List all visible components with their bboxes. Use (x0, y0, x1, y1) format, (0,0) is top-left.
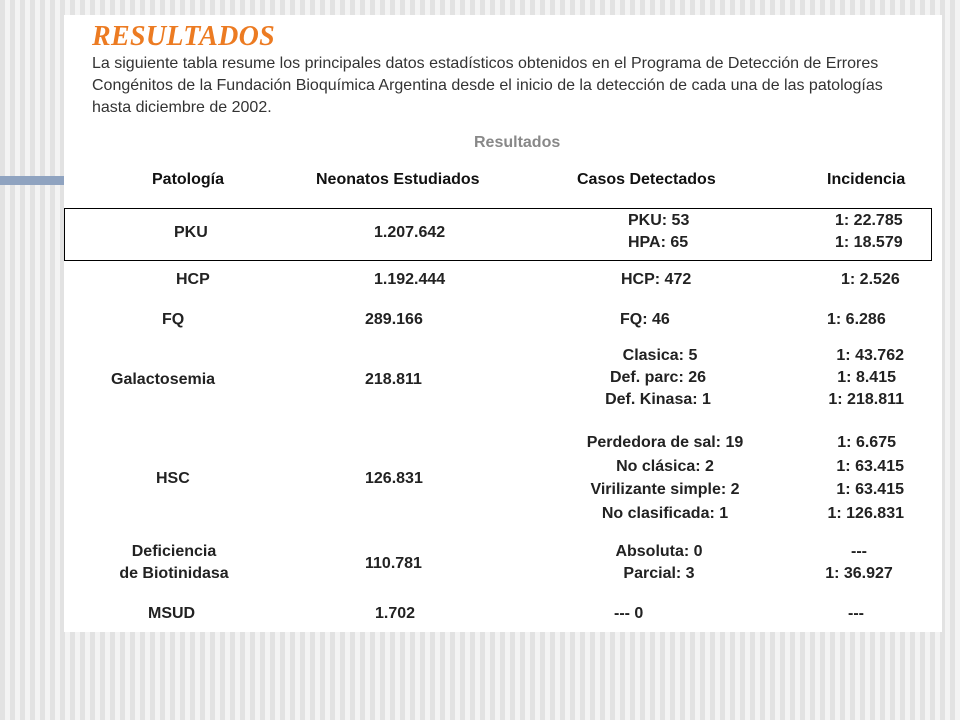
cell-incidencia: 1: 36.927 (825, 565, 893, 582)
cell-casos: Def. parc: 26 (609, 369, 707, 386)
cell-incidencia: 1: 63.415 (836, 457, 904, 475)
header-neonatos: Neonatos Estudiados (316, 171, 480, 188)
cell-incidencia-group (784, 345, 904, 411)
table-row-hsc (64, 431, 942, 525)
cell-patologia: de Biotinidasa (119, 565, 229, 582)
table-row-msud (64, 603, 942, 625)
table-row-hcp (64, 269, 942, 291)
table-row-biotinidasa (64, 541, 942, 587)
cell-incidencia: 1: 126.831 (827, 504, 904, 522)
table-row-pku (64, 208, 942, 261)
cell-patologia-group (94, 541, 254, 585)
cell-casos: HCP: 472 (621, 271, 692, 288)
content-panel (64, 15, 942, 632)
cell-neonatos: 1.192.444 (374, 271, 446, 288)
cell-incidencia: --- (851, 543, 867, 560)
cell-patologia: FQ (162, 311, 185, 328)
cell-neonatos: 1.702 (375, 605, 416, 622)
cell-casos: Perdedora de sal: 19 (586, 434, 744, 451)
cell-casos: No clásica: 2 (616, 457, 714, 475)
cell-incidencia: 1: 218.811 (828, 391, 904, 408)
cell-patologia: Galactosemia (111, 371, 216, 388)
cell-casos: FQ: 46 (620, 311, 670, 328)
cell-incidencia: 1: 8.415 (837, 369, 896, 386)
cell-casos: Def. Kinasa: 1 (605, 391, 711, 408)
cell-neonatos: 126.831 (365, 470, 423, 487)
cell-incidencia-group (809, 541, 909, 585)
cell-incidencia: --- (848, 605, 864, 622)
cell-incidencia: 1: 43.762 (836, 347, 904, 364)
cell-casos: No clasificada: 1 (601, 504, 729, 522)
header-casos: Casos Detectados (577, 171, 716, 188)
cell-incidencia: 1: 6.286 (827, 311, 886, 328)
cell-patologia: HCP (176, 271, 210, 288)
table-row-galactosemia (64, 345, 942, 415)
cell-neonatos: 218.811 (365, 371, 422, 388)
page-title: RESULTADOS (92, 21, 275, 52)
cell-casos: Clasica: 5 (622, 347, 698, 364)
cell-casos: --- 0 (614, 605, 644, 622)
cell-casos-group (540, 431, 790, 525)
header-incidencia: Incidencia (827, 171, 906, 188)
cell-casos: Absoluta: 0 (615, 543, 703, 560)
cell-neonatos: 289.166 (365, 311, 423, 328)
cell-casos-group (564, 541, 754, 585)
cell-incidencia: 1: 22.785 (835, 212, 903, 229)
header-patologia: Patología (152, 171, 225, 188)
table-row-fq (64, 309, 942, 331)
table-header (64, 171, 942, 193)
cell-incidencia: 1: 2.526 (841, 271, 900, 288)
cell-casos: HPA: 65 (628, 234, 689, 251)
cell-incidencia-group (784, 431, 904, 525)
cell-patologia: HSC (156, 470, 190, 487)
cell-casos: PKU: 53 (628, 212, 690, 229)
cell-neonatos: 110.781 (365, 555, 422, 572)
cell-neonatos: 1.207.642 (374, 224, 446, 241)
table-caption: Resultados (474, 134, 561, 151)
cell-patologia: PKU (174, 224, 208, 241)
cell-incidencia: 1: 6.675 (837, 434, 896, 451)
cell-patologia: MSUD (148, 605, 196, 622)
intro-paragraph: La siguiente tabla resume los principales datos estadísticos obtenidos en el Programa de Detección de Errores Congénitos de la Fundación Bioquímica Argentina desde el inicio de la detección de cada una de las patologías hasta diciembre de 2002. (92, 55, 883, 116)
cell-casos: Parcial: 3 (623, 565, 695, 582)
cell-incidencia: 1: 63.415 (836, 481, 904, 498)
cell-casos: Virilizante simple: 2 (590, 481, 740, 498)
cell-casos-group (544, 345, 776, 411)
slide-accent-bar (0, 176, 64, 185)
cell-patologia: Deficiencia (131, 543, 217, 560)
cell-incidencia: 1: 18.579 (835, 234, 903, 251)
